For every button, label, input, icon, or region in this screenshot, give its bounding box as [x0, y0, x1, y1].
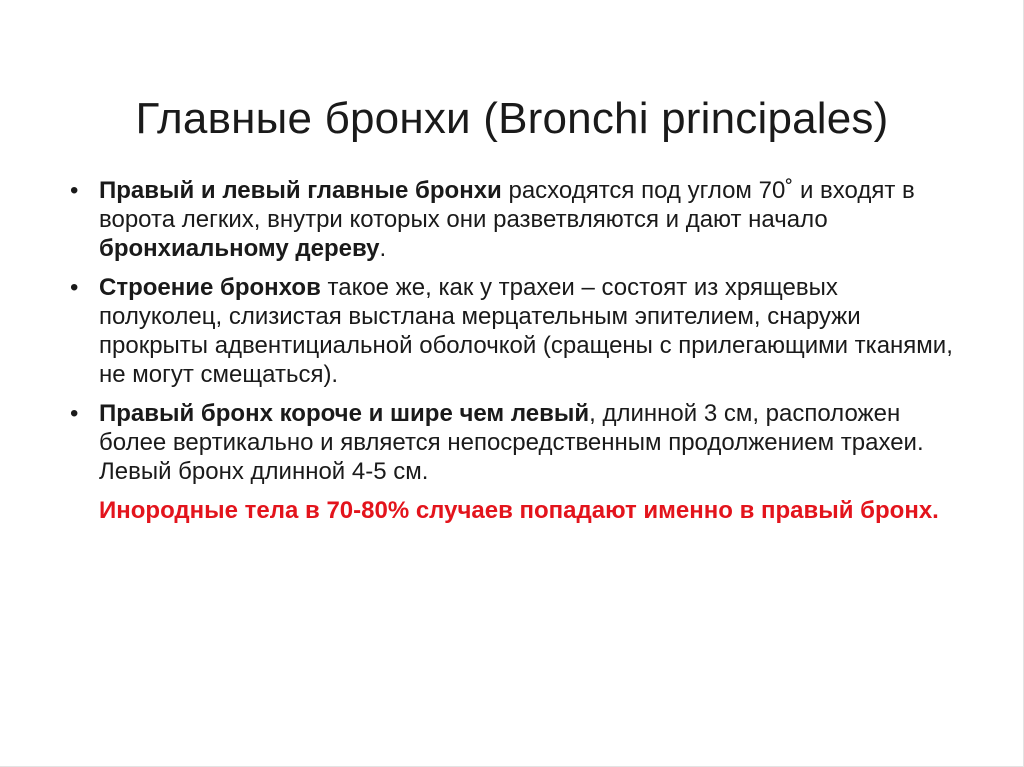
bullet-item-1: [70, 176, 965, 263]
bullet-2-bold-lead: Строение бронхов: [99, 274, 321, 301]
bullet-1-text: расходятся под углом 70˚ и входят в ворота легких, внутри которых они разветвляются и дают начало: [99, 177, 915, 233]
bullet-3-text: , длинной 3 см, расположен более вертикально и является непосредственным продолжением трахеи. Левый бронх длинной 4-5 см.: [99, 400, 924, 485]
bullet-icon: •: [70, 177, 79, 204]
bullet-2-text: такое же, как у трахеи – состоят из хрящевых полуколец, слизистая выстлана мерцательным эпителием, снаружи прокрыты адвентициальной оболочкой (сращены с прилегающими тканями, не могут смещаться).: [99, 274, 953, 388]
bullet-1-bold-lead: Правый и левый главные бронхи: [99, 177, 502, 204]
bullet-icon: •: [70, 274, 79, 301]
slide-title: Главные бронхи (Bronchi principales): [135, 94, 889, 144]
highlight-note: Инородные тела в 70-80% случаев попадают именно в правый бронх.: [99, 497, 939, 524]
bullet-icon: •: [70, 400, 79, 427]
bullet-item-2: [70, 273, 965, 389]
bullet-3-bold-lead: Правый бронх короче и шире чем левый: [99, 400, 590, 427]
slide-body: [70, 176, 965, 525]
bullet-item-3: [70, 399, 965, 486]
bullet-1-bold-term: бронхиальному дереву: [99, 235, 380, 262]
bullet-1-end: .: [379, 235, 387, 262]
